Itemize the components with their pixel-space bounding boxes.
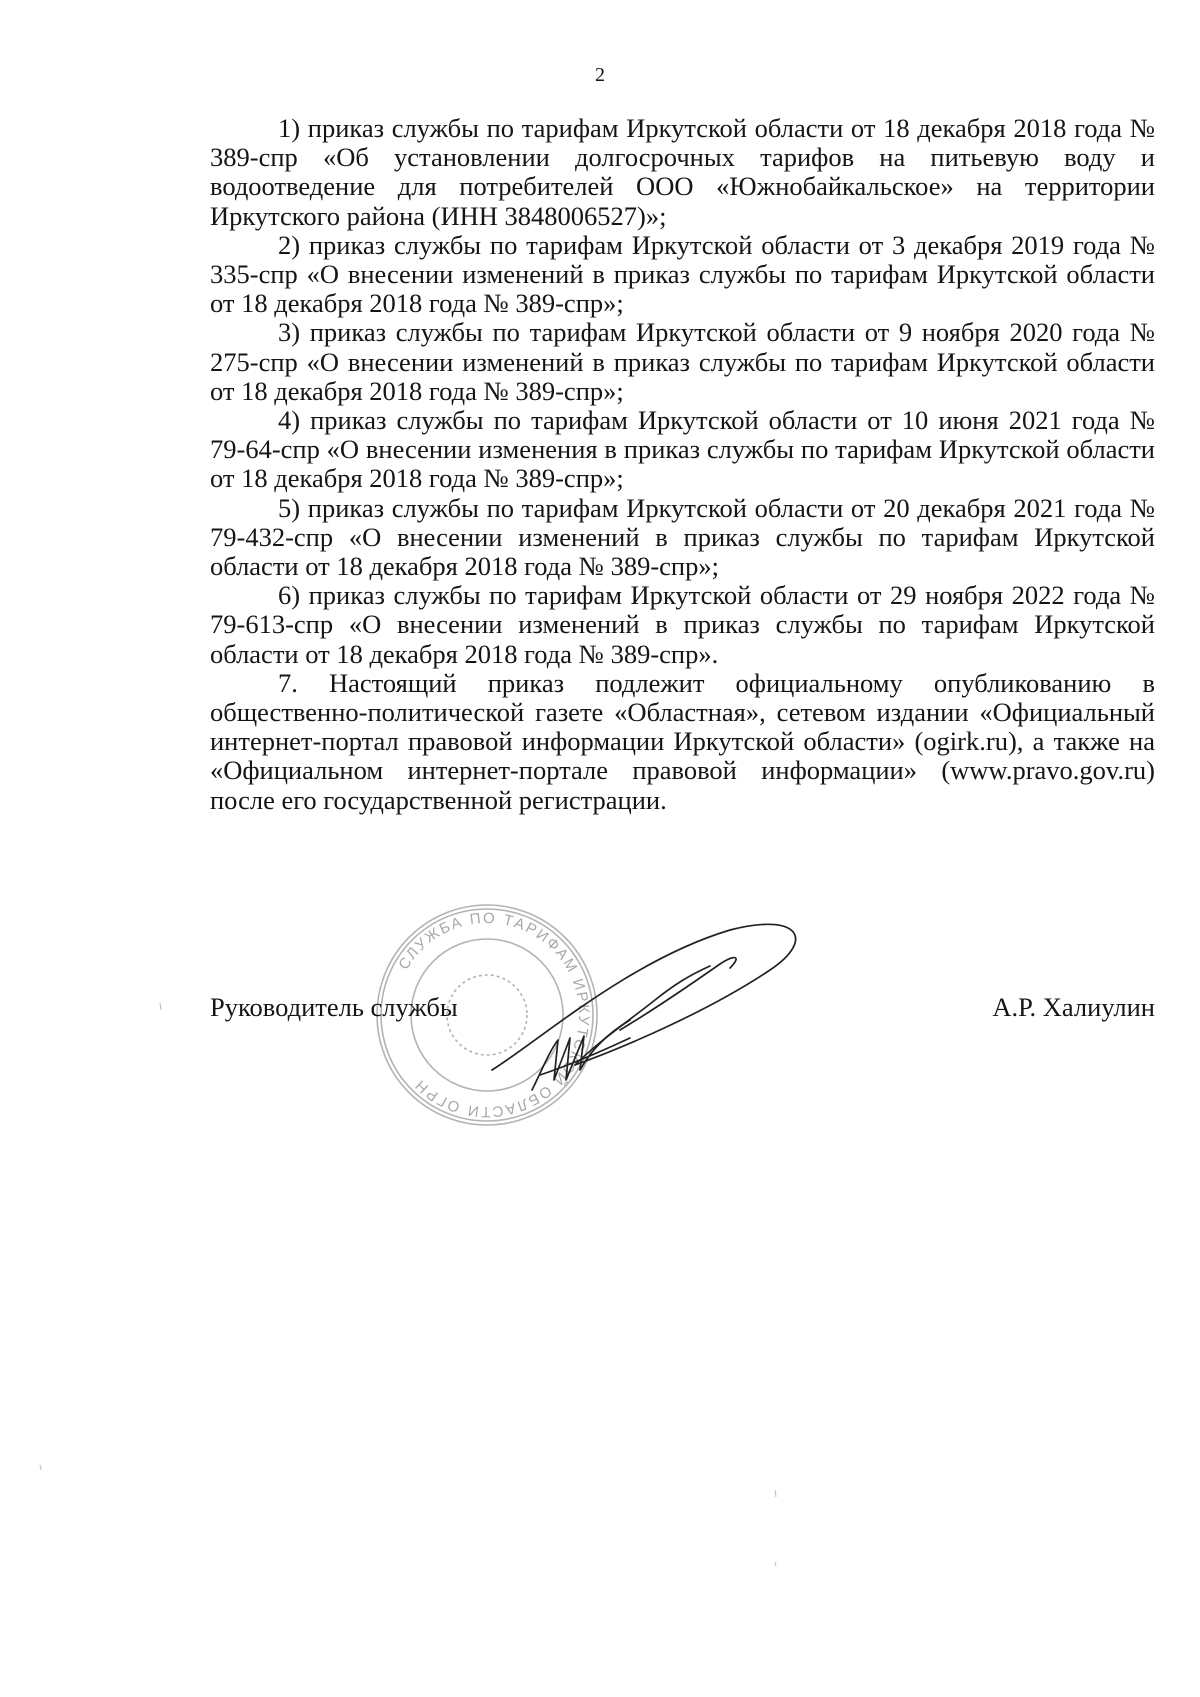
signature-title: Руководитель службы	[210, 992, 458, 1022]
paragraph-publication: 7. Настоящий приказ подлежит официальному опубликованию в общественно-политической газете «Областная», сетевом издании «Официальный интернет-портал правовой информации Иркутской области» (ogirk.ru), а также на «Официальном интернет-портале правовой информации» (www.pravo.gov.ru) после его государственной регистрации.	[210, 667, 1155, 815]
signatory-name: А.Р. Халиулин	[992, 992, 1155, 1022]
paragraph-item-5: 5) приказ службы по тарифам Иркутской области от 20 декабря 2021 года № 79-432-спр «О внесении изменений в приказ службы по тарифам Иркутской области от 18 декабря 2018 года № 389-спр»;	[210, 492, 1155, 582]
stamp-text: СЛУЖБА ПО ТАРИФАМ ИРКУТСКОЙ ОБЛАСТИ ОГРН	[395, 909, 593, 1121]
paragraph-item-3: 3) приказ службы по тарифам Иркутской области от 9 ноября 2020 года № 275-спр «О внесении изменений в приказ службы по тарифам Иркутской области от 18 декабря 2018 года № 389-спр»;	[210, 317, 1155, 406]
paragraph-item-6: 6) приказ службы по тарифам Иркутской области от 29 ноября 2022 года № 79-613-спр «О внесении изменений в приказ службы по тарифам Иркутской области от 18 декабря 2018 года № 389-спр».	[210, 580, 1155, 669]
page-number: 2	[595, 64, 605, 86]
paragraph-item-2: 2) приказ службы по тарифам Иркутской области от 3 декабря 2019 года № 335-спр «О внесении изменений в приказ службы по тарифам Иркутской области от 18 декабря 2018 года № 389-спр»;	[210, 229, 1155, 319]
paragraph-item-1: 1) приказ службы по тарифам Иркутской области от 18 декабря 2018 года № 389-спр «Об установлении долгосрочных тарифов на питьевую воду и водоотведение для потребителей ООО «Южнобайкальское» на территории Иркутского района (ИНН 3848006527)»;	[210, 113, 1155, 231]
paragraph-item-4: 4) приказ службы по тарифам Иркутской области от 10 июня 2021 года № 79-64-спр «О внесении изменения в приказ службы по тарифам Иркутской области от 18 декабря 2018 года № 389-спр»;	[210, 405, 1155, 494]
